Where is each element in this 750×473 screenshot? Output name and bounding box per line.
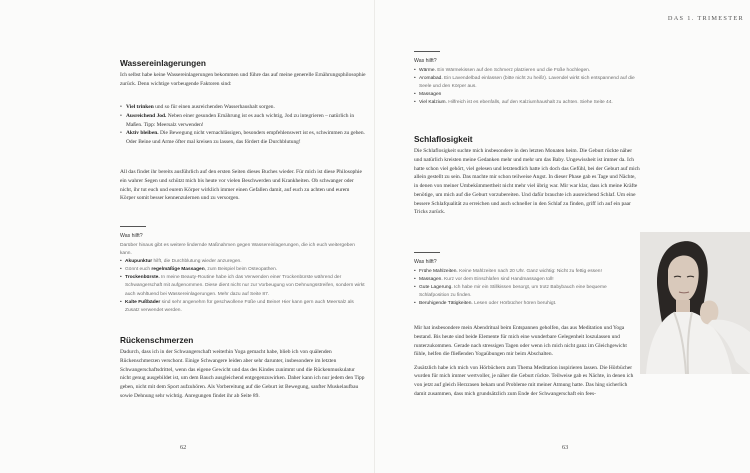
running-head: DAS 1. TRIMESTER [667,15,744,22]
help-item-text: Ich habe mir ein Stillkissen besorgt, um trotz Babybauch eine bequeme Schlafposition zu finden. [419,285,607,299]
help-item-term: Beruhigende Tätigkeiten. [419,301,473,307]
help-item-text: Lesen oder Hörbücher hören beruhigt. [472,301,557,307]
help-item-text: Ein Wärmekissen auf den Schmerz platzieren und die Füße hochlegen. [435,68,591,73]
help-box-content [414,268,632,308]
hoerbuch-text: Zusätzlich habe ich mich von Hörbüchern zum Thema Meditation inspirieren lassen. Die Hörbücher wurden für mich immer wertvoller, je näher die Geburt rückte. Teilweise gab es Nächte, in denen ich von jetzt auf gleich Herzrasen bekam und Probleme mit meiner Atmung hatte. Das hing sicherlich damit zusammen, dass mich grundsätzlich zum Ende der Schwangerschaft ein fees- [414,364,634,397]
list-item-text: und so für einen ausreichenden Wasserhaushalt sorgen. [153,104,275,110]
help-item [414,75,639,91]
list-item [120,129,366,147]
help-box-title: Was hilft? [414,259,437,265]
list-item-bold: Ausreichend Jod. [126,112,167,119]
help-item [120,258,366,266]
schlaflosigkeit-paragraph [414,147,640,217]
help-item-text: Kurz vor dem Einschlafen sind Handmassagen toll! [442,277,554,283]
list-item-bold: Aktiv bleiben. [126,130,159,137]
help-box-title: Was hilft? [414,58,437,64]
heading-schlaflosigkeit: Schlaflosigkeit [414,134,473,144]
help-item-term: Massagen [419,92,442,98]
help-item-text: Ein Lavendelbad einlassen (bitte nicht zu heiß!). Lavendel wirkt sich entspannend auf die Seele und den Körper aus. [419,76,635,90]
help-item-term: Akupunktur [125,259,153,265]
help-item-term: Wärme. [419,68,436,73]
portrait-photo [640,232,750,374]
help-box-content [120,242,366,315]
help-item-text: Keine Mahlzeiten nach 20 Uhr. Ganz wichtig: Nicht zu fettig essen! [457,269,602,274]
list-item [120,112,366,130]
rueckenschmerzen-paragraph [120,348,366,401]
help-item-term: Aromabad. [419,76,443,82]
help-item [414,300,632,308]
help-item-text: Hilfreich ist es ebenfalls, auf den Kalziumhaushalt zu achten. Siehe Seite 44. [446,100,613,106]
help-item-prefix: Gönnt euch [125,267,152,273]
meditation-paragraphs [414,324,640,399]
intro-paragraph [120,71,366,89]
list-item-text: Die Bewegung nicht vernachlässigen, besonders empfehlenswert ist es, schwimmen zu gehen. Oder Beine und Arme öfter mal kreisen zu lassen, das fördert die Durchblutung! [126,130,365,145]
help-item [120,299,366,315]
help-item-text: hilft, die Durchblutung wieder anzuregen. [152,259,242,265]
help-item-term: regelmäßige Massagen [151,267,205,273]
help-item-term: Kalte Fußbäder [125,299,161,305]
schlaflosigkeit-text: Die Schlaflosigkeit suchte mich insbesondere in den letzten Monaten heim. Die Geburt rückte näher und natürlich kreisten meine Gedanken mehr und mehr um das Baby. Ungewissheit ist immer da. Ich hatte schon viel gehört, viel gelesen und letztendlich hatte ich doch das Gefühl, bei der Geburt auf mich allein gestellt zu sein. Das machte mir schon teilweise Angst. In dieser Phase gab es Tage und Nächte, in denen von meiner Umbekümmertheit nicht mehr viel übrig war. Mir war klar, dass ich meine Kräfte benötige, um mich auf die Geburt vorzubereiten. Und dafür brauchte ich ausreichend Schlaf. Um eine bessere Schlafqualität zu erreichen und auch schneller in den Schlaf zu finden, griff ich auf ein paar Tricks zurück. [414,148,640,216]
help-item [120,266,366,274]
page-number-right: 63 [562,444,569,451]
help-box-content [414,67,639,107]
help-item [414,268,632,276]
help-item [414,91,639,99]
list-item-bold: Viel trinken [126,104,154,110]
help-item-text: In meine Beauty-Routine habe ich das Verwenden einer Trockenbürste während der Schwangerschaft mit aufgenommen. Diese dient nicht nur zur Vorbeugung von Dehnungsstreifen, sondern wirkt auch wohltuend bei Wassereinlagerungen. Mehr dazu auf Seite 87. [125,275,365,297]
meditation-text: Mir hat insbesondere mein Abendritual beim Entspannen geholfen, das aus Meditation und Yoga bestand. Bis heute sind beide Elemente für mich eine wunderbare Gelegenheit loszulassen und runterzukommen. Gerade nach stressigen Tagen oder wenn ich mich nicht ganz im Gleichgewicht fühle, helfen die fließenden Yogaübungen mir beim Abschalten. [414,325,627,358]
outro-paragraph [120,168,366,203]
help-item [414,67,639,75]
help-item-text: sind sehr angenehm für geschwollene Füße und Beine! Hier kann gern auch Meersalz als Zusatz verwendet werden. [125,299,354,313]
help-item [120,274,366,298]
help-box-rule [414,252,440,253]
help-item-term: Gute Lagerung. [419,285,453,291]
help-box-intro: Darüber hinaus gibt es weitere lindernde Maßnahmen gegen Wassereinlagerungen, die ich euch weitergeben kann. [120,243,355,257]
help-item-term: Frühe Mahlzeiten. [419,269,458,274]
outro-text: All das findet ihr bereits ausführlich auf den ersten Seiten dieses Buches wieder. Für mich ist diese Philosophie ein wahrer Segen und schützt mich bis heute vor vielen Beschwerden und Krankheiten. Ob schwanger oder nicht, ihr tut euch und eurem Körper wirklich immer einen Gefallen damit, auf euch zu achten und eurem Körper somit besser kennenzulernen und zu versorgen. [120,169,362,202]
rueckenschmerzen-text: Dadurch, dass ich in der Schwangerschaft weiterhin Yoga gemacht habe, blieb ich von quälenden Rückenschmerzen verschont. Einige Schwangere leiden aber sehr darunter, insbesondere im letzten Schwangerschaftsdrittel, wenn das eigene Gewicht und das des Kindes zunimmt und die Rückenmuskulatur nicht genug ausgebildet ist, um dem Bauch ausgleichend entgegenzuwirken. Daher kann ich nur jedem den Tipp geben, nicht mit dem Sport aufzuhören. Als Vorbereitung auf die Geburt ist Bewegung, sanfter Muskelaufbau sowie Dehnung sehr wichtig. Anregungen findet ihr ab Seite 89. [120,349,365,399]
help-item [414,99,639,107]
help-item [414,276,632,284]
list-item [120,103,366,112]
portrait-illustration [640,232,750,374]
heading-wassereinlagerungen: Wassereinlagerungen [120,58,206,68]
help-box-rule [414,51,440,52]
help-item-term: Trockenbürste. [125,275,160,281]
help-item-text: , zum Beispiel beim Osteopathen. [204,267,278,273]
help-box-title: Was hilft? [120,233,143,239]
help-item [414,284,632,300]
help-box-rule [120,226,146,227]
list-item-text: Neben einer gesunden Ernährung ist es auch wichtig, Jod zu integrieren – natürlich in Maßen. Tipp: Meersalz verwenden! [126,112,355,128]
intro-text: Ich selbst habe keine Wassereinlagerungen bekommen und führe das auf meine generelle Ernährungsphilosophie zurück. Denn wichtige vorbeugende Faktoren sind: [120,72,366,87]
prevention-list [120,103,366,147]
help-item-term: Viel Kalzium. [419,100,447,106]
help-item-term: Massagen. [419,277,443,283]
page-number-left: 62 [180,444,187,451]
heading-rueckenschmerzen: Rückenschmerzen [120,335,194,345]
